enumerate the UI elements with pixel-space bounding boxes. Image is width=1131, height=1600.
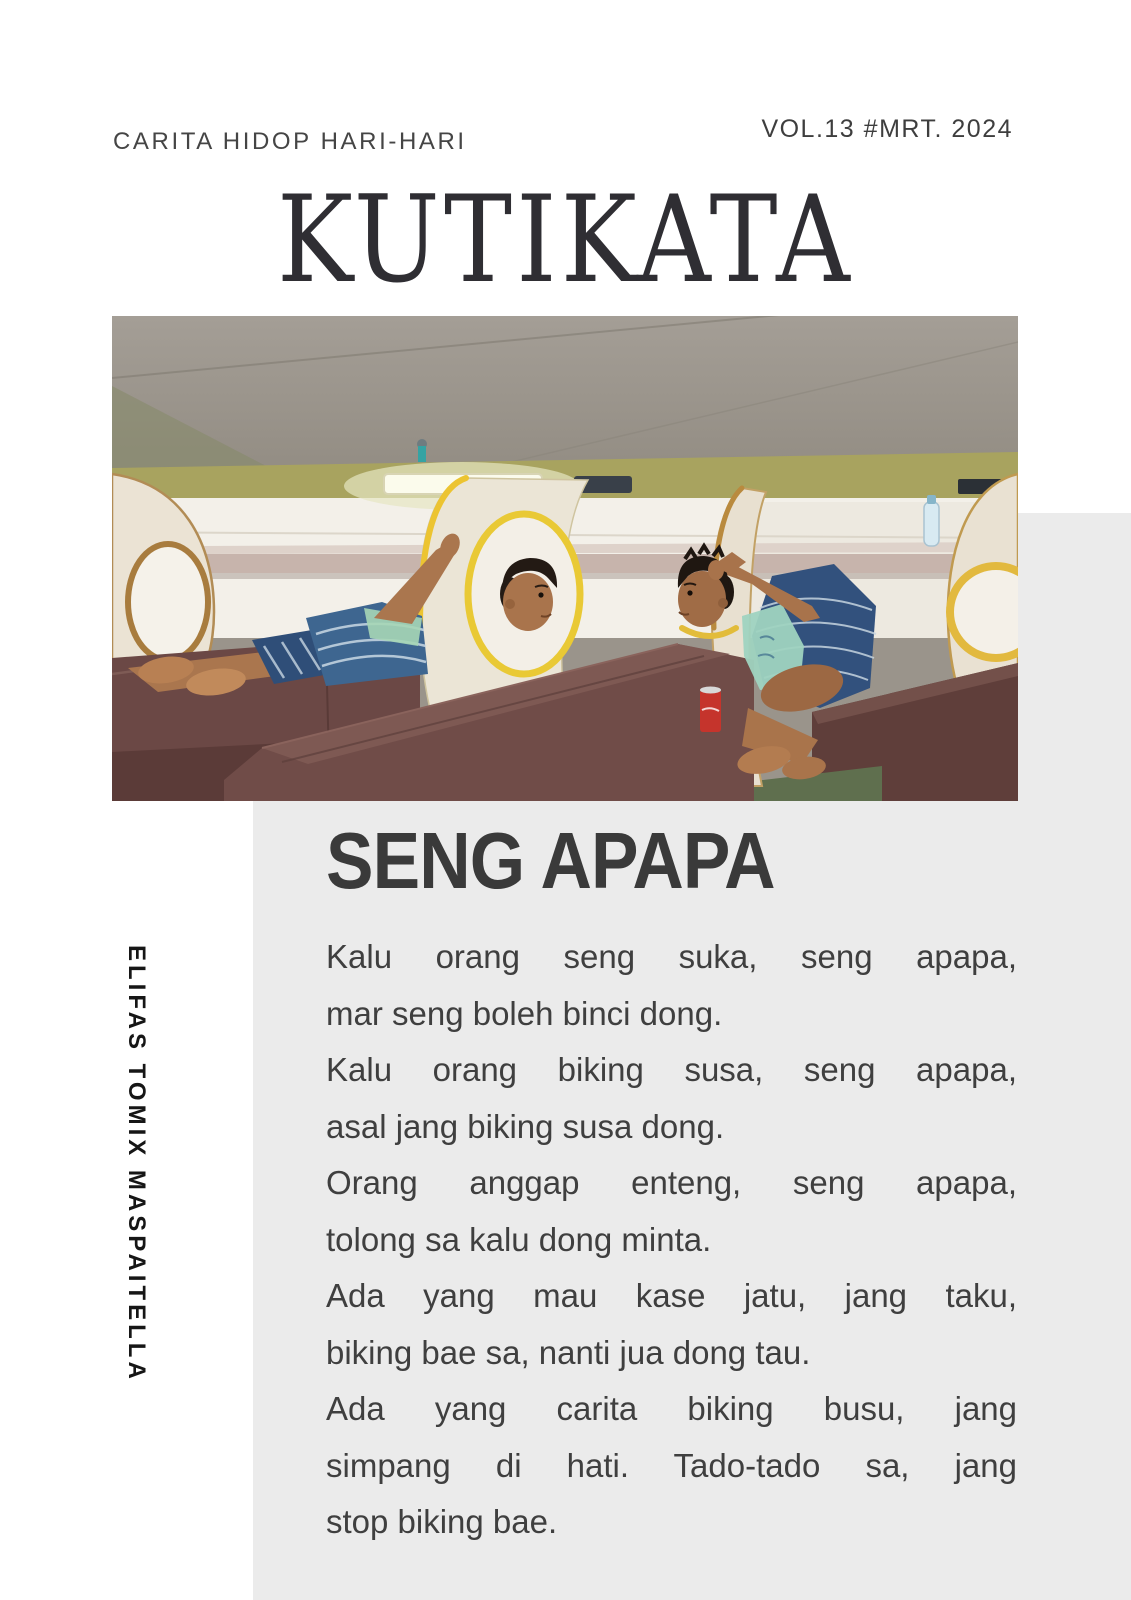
header-issue: VOL.13 #MRT. 2024: [761, 115, 1013, 143]
article-photo: [112, 316, 1018, 801]
poem-line: tolong sa kalu dong minta.: [326, 1220, 712, 1258]
header-tagline: CARITA HIDOP HARI-HARI: [113, 128, 467, 155]
poem-line: Ada yang carita biking busu, jang: [326, 1390, 1017, 1427]
poem-paragraph: [326, 1268, 1017, 1381]
poem-line: simpang di hati. Tado-tado sa, jang: [326, 1446, 1017, 1484]
poem-line: Kalu orang biking susa, seng apapa,: [326, 1051, 1017, 1088]
poem-line: stop biking bae.: [326, 1503, 558, 1540]
poem-body: [326, 929, 1017, 1551]
red-can: [700, 687, 721, 733]
poem-line: biking bae sa, nanti jua dong tau.: [326, 1333, 811, 1371]
poem-line: Ada yang mau kase jatu, jang taku,: [326, 1277, 1017, 1314]
poem-line: mar seng boleh binci dong.: [326, 994, 723, 1032]
ferry-bunk-scene: [112, 316, 1018, 801]
water-bottle: [924, 495, 939, 546]
poem-line: Orang anggap enteng, seng apapa,: [326, 1164, 1017, 1201]
poem-paragraph: [326, 1381, 1017, 1551]
magazine-title: KUTIKATA: [276, 171, 855, 310]
poem-paragraph: [326, 1042, 1017, 1155]
poem-line: asal jang biking susa dong.: [326, 1107, 725, 1145]
poem-paragraph: [326, 929, 1017, 1042]
article-heading: SENG APAPA: [326, 816, 775, 905]
poem-paragraph: [326, 1155, 1017, 1268]
author-vertical-text: ELIFAS TOMIX MASPAITELLA: [123, 945, 150, 1383]
poem-line: Kalu orang seng suka, seng apapa,: [326, 938, 1017, 975]
